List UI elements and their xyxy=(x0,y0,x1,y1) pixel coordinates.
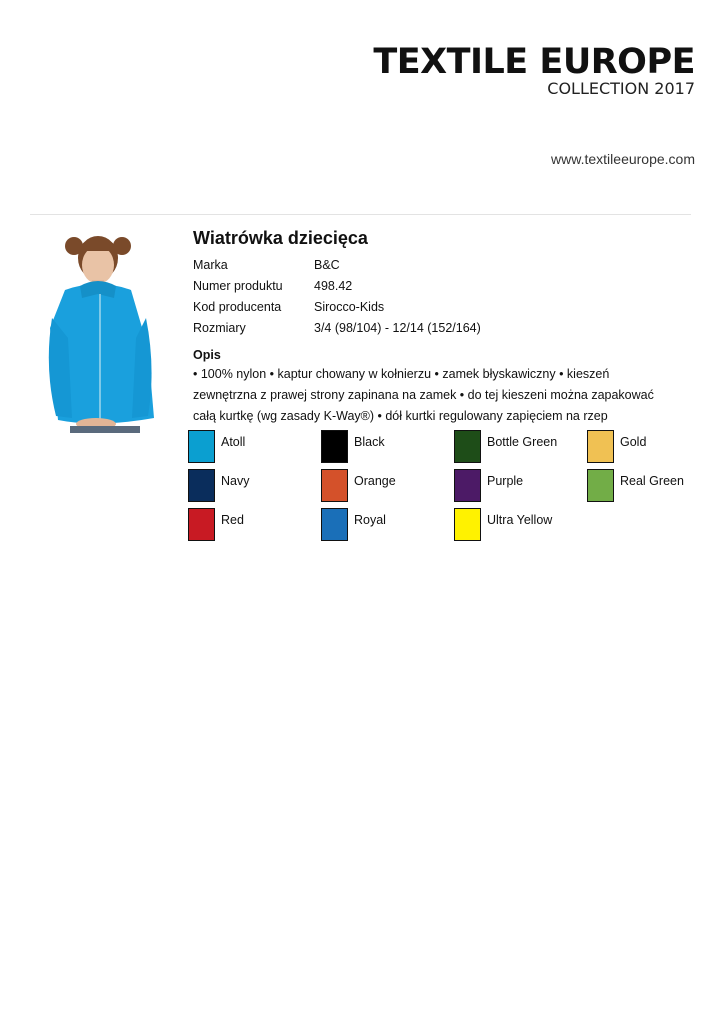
color-swatch-atoll xyxy=(188,430,245,463)
color-name: Red xyxy=(221,513,244,527)
color-chip xyxy=(321,508,348,541)
brand-subtitle: COLLECTION 2017 xyxy=(547,79,695,98)
color-swatch-orange xyxy=(321,469,396,502)
color-swatch-red xyxy=(188,508,244,541)
field-value: 3/4 (98/104) - 12/14 (152/164) xyxy=(314,321,481,335)
color-name: Gold xyxy=(620,435,647,449)
color-name: Black xyxy=(354,435,385,449)
field-label: Kod producenta xyxy=(193,300,282,314)
field-row-manufacturer-code xyxy=(193,297,693,318)
color-name: Navy xyxy=(221,474,250,488)
color-swatch-royal xyxy=(321,508,386,541)
brand-logo xyxy=(373,44,695,98)
color-swatch-gold xyxy=(587,430,646,463)
field-row-brand xyxy=(193,255,693,276)
color-chip xyxy=(321,430,348,463)
color-chip xyxy=(454,508,481,541)
color-name: Ultra Yellow xyxy=(487,513,553,527)
field-label: Marka xyxy=(193,258,228,272)
color-chip xyxy=(188,508,215,541)
color-swatch-ultra-yellow xyxy=(454,508,552,541)
color-swatch-bottle-green xyxy=(454,430,557,463)
product-info xyxy=(193,227,693,427)
color-name: Orange xyxy=(354,474,396,488)
color-chip xyxy=(321,469,348,502)
field-label: Numer produktu xyxy=(193,279,283,293)
description-title: Opis xyxy=(193,348,221,362)
color-chip xyxy=(454,469,481,502)
field-row-product-number xyxy=(193,276,693,297)
product-title: Wiatrówka dziecięca xyxy=(193,228,368,248)
brand-title: TEXTILE EUROPE xyxy=(373,42,695,82)
header-divider xyxy=(30,214,691,215)
color-name: Real Green xyxy=(620,474,684,488)
color-name: Bottle Green xyxy=(487,435,558,449)
color-chip xyxy=(587,469,614,502)
color-chip xyxy=(188,469,215,502)
color-name: Purple xyxy=(487,474,524,488)
color-name: Atoll xyxy=(221,435,246,449)
color-swatch-navy xyxy=(188,469,249,502)
color-chip xyxy=(587,430,614,463)
color-chip xyxy=(188,430,215,463)
field-value: 498.42 xyxy=(314,279,353,293)
color-swatch-real-green xyxy=(587,469,684,502)
description-text: • 100% nylon • kaptur chowany w kołnierzu • zamek błyskawiczny • kieszeń zewnętrzna z prawej strony zapinana na zamek • do tej kieszeni można zapakować całą kurtkę (wg zasady K-Way®) • dół kurtki regulowany zapięciem na rzep xyxy=(193,367,654,423)
field-label: Rozmiary xyxy=(193,321,246,335)
color-swatch-purple xyxy=(454,469,523,502)
color-chip xyxy=(454,430,481,463)
color-swatch-black xyxy=(321,430,385,463)
website-link[interactable]: www.textileeurope.com xyxy=(551,151,695,167)
field-row-sizes xyxy=(193,318,693,339)
field-value: Sirocco-Kids xyxy=(314,300,385,314)
field-value: B&C xyxy=(314,258,340,272)
color-name: Royal xyxy=(354,513,386,527)
product-photo xyxy=(30,228,180,433)
